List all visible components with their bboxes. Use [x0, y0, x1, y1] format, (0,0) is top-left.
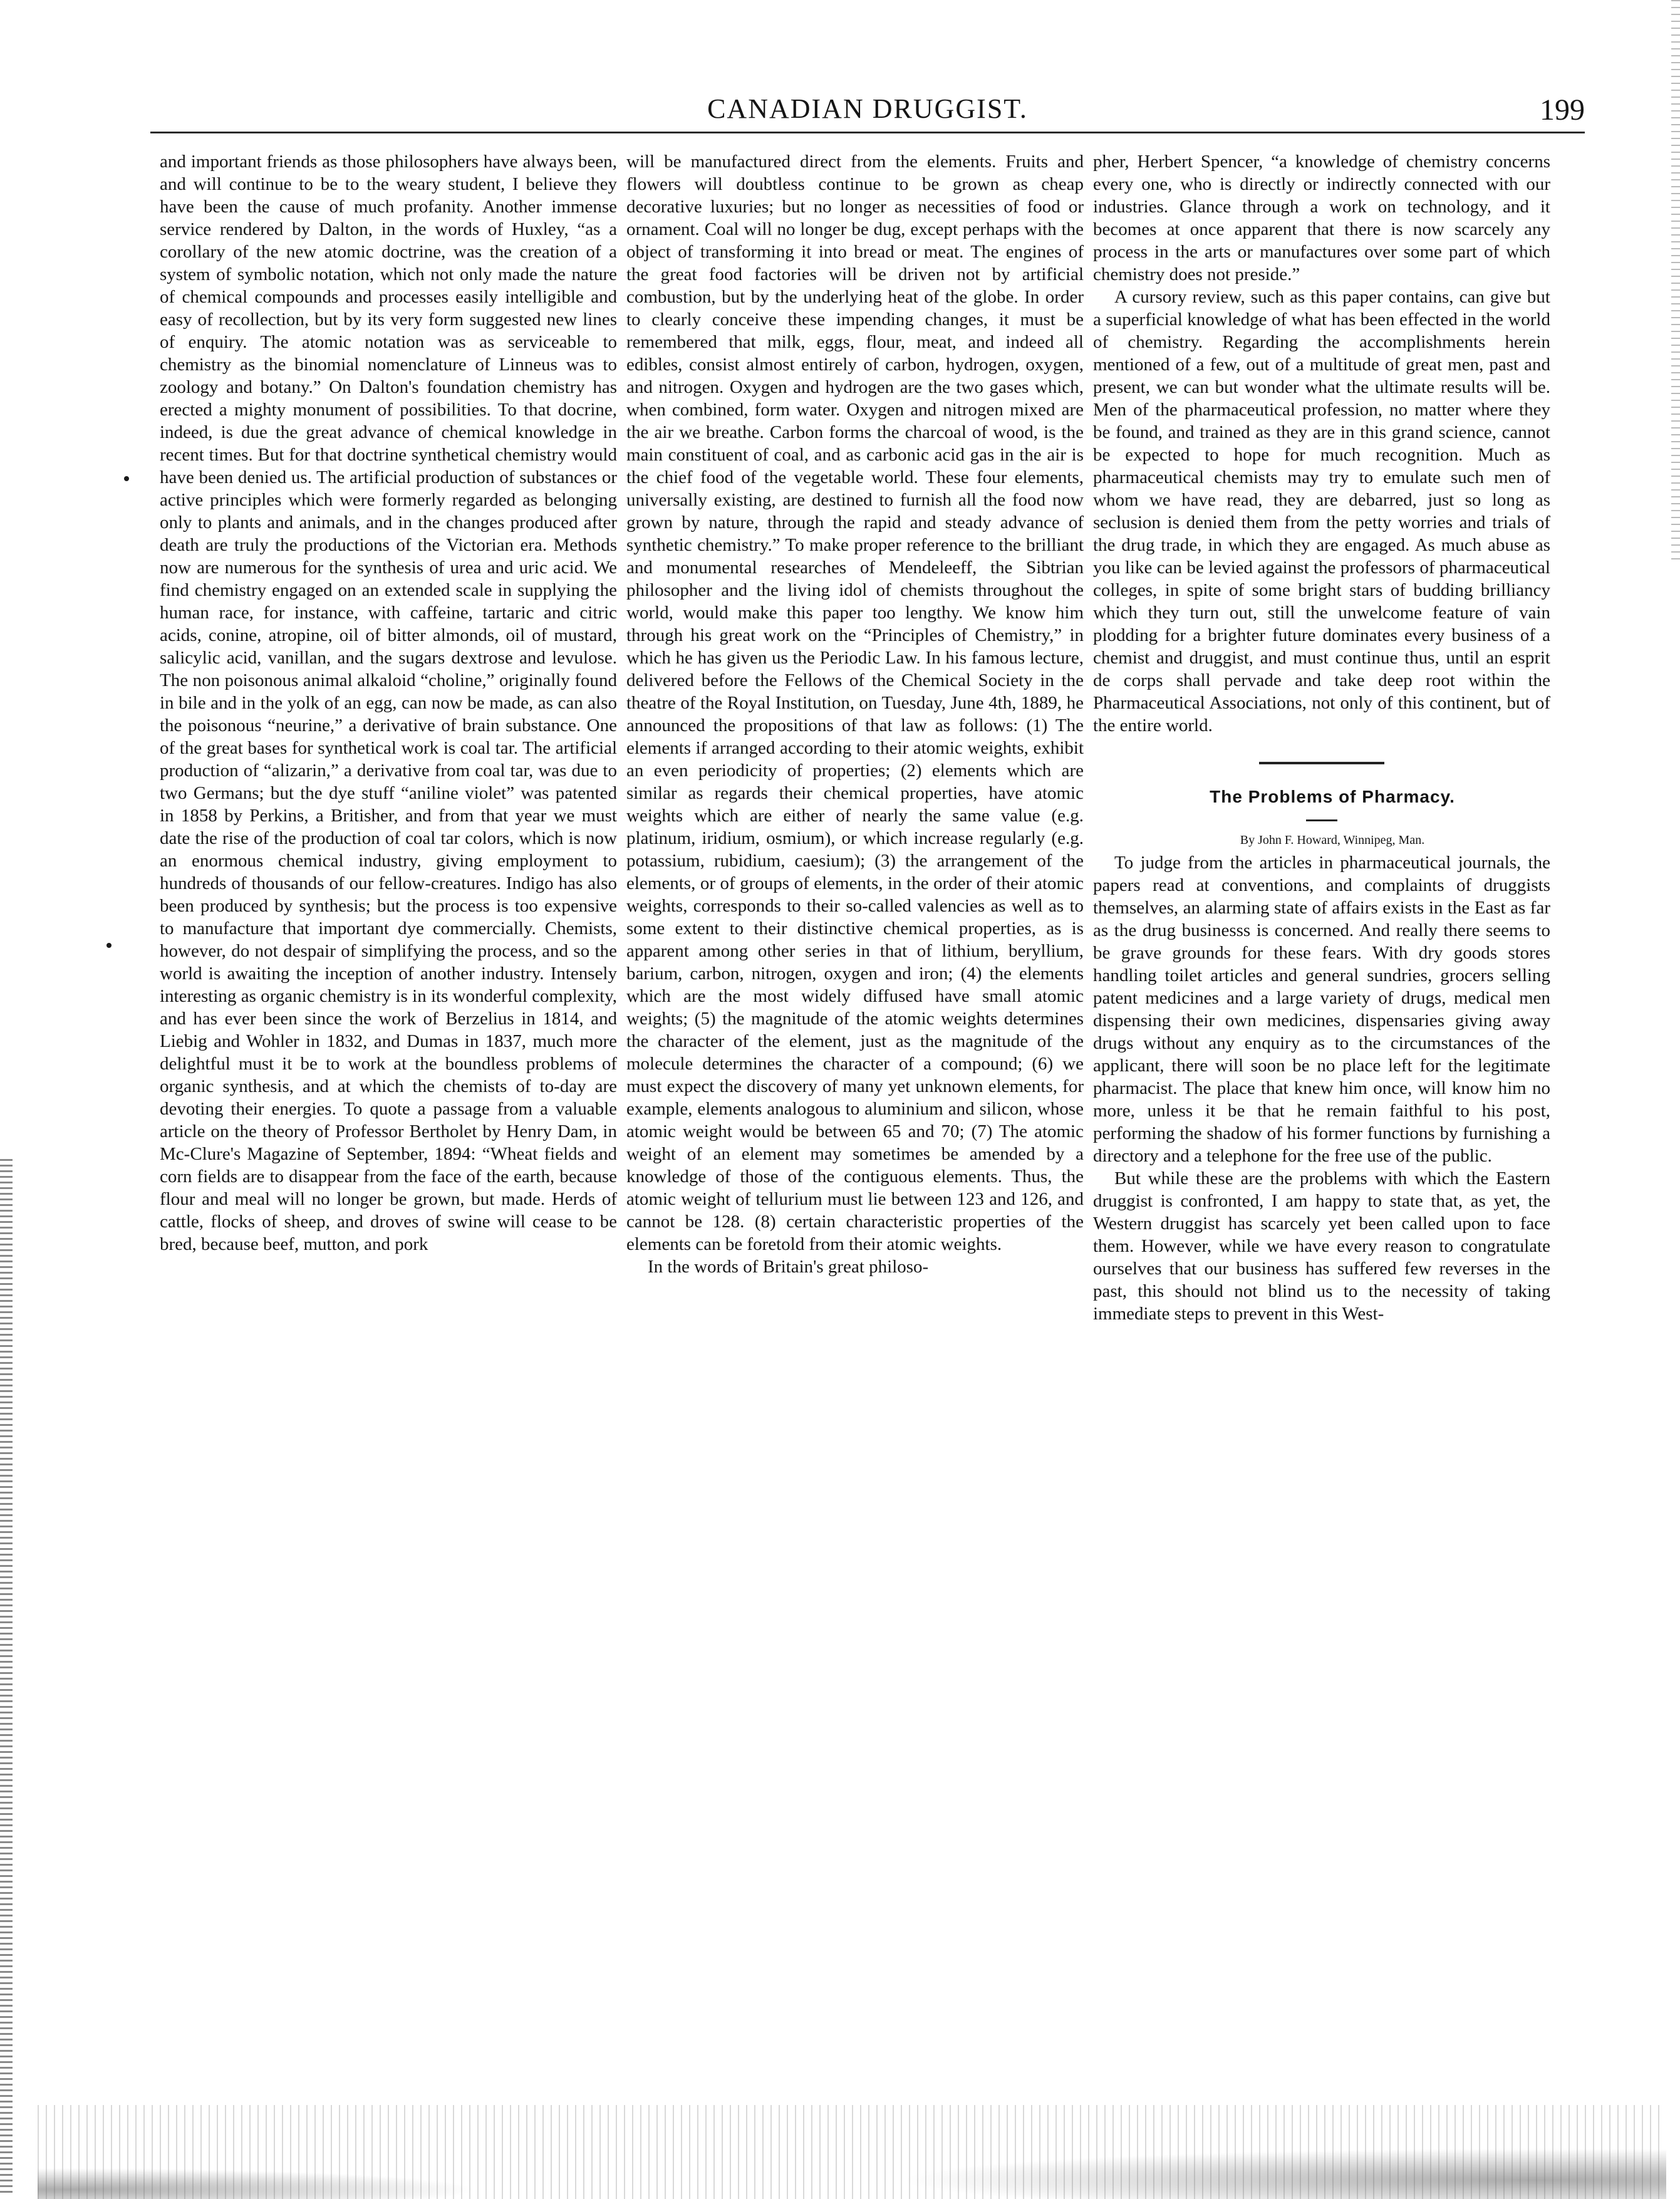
title-dash: [1306, 819, 1337, 821]
page-number: 199: [1540, 93, 1585, 127]
publication-title: CANADIAN DRUGGIST.: [707, 93, 1028, 124]
column-2-paragraph: will be manufactured direct from the elements. Fruits and flowers will doubtless continue to be grown as cheap decorative luxuries; but no longer as necessities of food or ornament. Coal will no longer be dug, except perhaps with the object of transforming it into bread or meat. The engines of the great food factories will be driven not by artificial combustion, but by the underlying heat of the globe. In order to clearly conceive these impending changes, it must be remembered that milk, eggs, flour, meat, and indeed all edibles, consist almost entirely of carbon, hydrogen, oxygen, and nitrogen. Oxygen and hydrogen are the two gases which, when combined, form water. Oxygen and nitrogen mixed are the air we breathe. Carbon forms the charcoal of wood, is the main constituent of coal, and as carbonic acid gas in the air is the chief food of the vegetable world. These four elements, universally existing, are destined to furnish all the food now grown by nature, through the rapid and steady advance of synthetic chemistry.” To make proper reference to the brilliant and monumental researches of Mendeleeff, the Sibtrian philosopher and the living idol of chemists throughout the world, would make this paper too lengthy. We know him through his great work on the “Principles of Chemistry,” in which he has given us the Periodic Law. In his famous lecture, delivered before the Fellows of the Chemical Society in the theatre of the Royal Institution, on Tuesday, June 4th, 1889, he announced the propositions of that law as follows: (1) The elements if arranged according to their atomic weights, exhibit an even periodicity of properties; (2) elements which are similar as regards their chemical properties, have atomic weights which are either of nearly the same value (e.g. platinum, iridium, osmium), or which increase regularly (e.g. potassium, rubidium, caesium); (3) the arrangement of the elements, or of groups of elements, in the order of their atomic weights, corresponds to their so-called valencies as well as to some extent to their distinctive chemical properties, as is apparent among other series in that of lithium, beryllium, barium, carbon, nitrogen, oxygen and iron; (4) the elements which are the most widely diffused have small atomic weights; (5) the magnitude of the atomic weights determines the character of the element, just as the magnitude of the molecule determines the character of a compound; (6) we must expect the discovery of many yet unknown elements, for example, elements analogous to aluminium and silicon, whose atomic weight would be between 65 and 70; (7) The atomic weight of an element may sometimes be amended by a knowledge of those of the contiguous elements. Thus, the atomic weight of tellurium must lie between 123 and 126, and cannot be 128. (8) certain characteristic properties of the elements can be foretold from their atomic weights.: [626, 152, 1084, 1254]
article-paragraph: But while these are the problems with which the Eastern druggist is confronted, I am happy to state that, as yet, the Western druggist has scarcely yet been called upon to face them. However, while we have every reason to congratulate ourselves that our business has suffered few reverses in the past, this should not blind us to the necessity of taking immediate steps to prevent in this West-: [1093, 1168, 1550, 1324]
masthead: [150, 93, 1585, 137]
column-2-paragraph: In the words of Britain's great philoso-: [648, 1257, 929, 1277]
column-3: [1093, 150, 1550, 2036]
article-byline: By John F. Howard, Winnipeg, Man.: [1240, 833, 1425, 847]
article-divider: [1259, 762, 1384, 764]
column-1: [160, 150, 617, 2036]
header-rule: [150, 132, 1585, 133]
margin-dot: [124, 476, 129, 481]
article-paragraph: To judge from the articles in pharmaceutical journals, the papers read at conventions, and complaints of druggists themselves, an alarming state of affairs exists in the East as far as the drug businesss is concerned. And really there seems to be grave grounds for these fears. With dry goods stores handling toilet articles and general sundries, grocers selling patent medicines and a large variety of drugs, medical men dispensing their own medicines, dispensaries giving away drugs without any enquiry as to the circumstances of the applicant, there will soon be no place left for the legitimate pharmacist. The place that knew him once, will know him no more, unless it be that he remain faithful to his post, performing the shadow of his former functions by furnishing a directory and a telephone for the free use of the public.: [1093, 853, 1550, 1166]
scan-noise-bottom: [38, 2105, 1666, 2199]
scan-edge-left: [0, 1159, 13, 2193]
column-3-paragraph: pher, Herbert Spencer, “a knowledge of chemistry concerns every one, who is directly or indirectly connected with our industries. Glance through a work on technology, and it becomes at once apparent that there is now scarcely any process in the arts or manufactures over some part of which chemistry does not preside.”: [1093, 152, 1550, 284]
scan-edge-right: [1671, 0, 1680, 564]
column-1-paragraph: and important friends as those philosophers have always been, and will continue to be to the weary student, I believe they have been the cause of much profanity. Another immense service rendered by Dalton, in the words of Huxley, “as a corollary of the new atomic doctrine, was the creation of a system of symbolic notation, which not only made the nature of chemical compounds and processes easily intelligible and easy of recollection, but by its very form suggested new lines of enquiry. The atomic notation was as serviceable to chemistry as the binomial nomenclature of Linneus was to zoology and botany.” On Dalton's foundation chemistry has erected a mighty monument of possibilities. To that docrine, indeed, is due the great advance of chemical knowledge in recent times. But for that doctrine synthetical chemistry would have been denied us. The artificial production of substances or active principles which were formerly regarded as belonging only to plants and animals, and in the changes produced after death are truly the productions of the Victorian era. Methods now are numerous for the synthesis of urea and uric acid. We find chemistry engaged on an extended scale in supplying the human race, for instance, with caffeine, tartaric and citric acids, conine, atropine, oil of bitter almonds, oil of mustard, salicylic acid, vanillan, and the sugars dextrose and levulose. The non poisonous animal alkaloid “choline,” originally found in bile and in the yolk of an egg, can now be made, as can also the poisonous “neurine,” a derivative of brain substance. One of the great bases for synthetical work is coal tar. The artificial production of “alizarin,” a derivative from coal tar, was due to two Germans; but the dye stuff “aniline violet” was patented in 1858 by Perkins, a Britisher, and from that year we must date the rise of the production of coal tar colors, which is now an enormous chemical industry, giving employment to hundreds of thousands of our fellow-creatures. Indigo has also been produced by synthesis; but the process is too expensive to manufacture that important dye commercially. Chemists, however, do not despair of simplifying the process, and so the world is awaiting the inception of another industry. Intensely interesting as organic chemistry is in its wonderful complexity, and has ever been since the work of Berzelius in 1814, and Liebig and Wohler in 1832, and Dumas in 1837, much more delightful must it be to work at the boundless problems of organic synthesis, and at which the chemists of to-day are devoting their energies. To quote a passage from a valuable article on the theory of Professor Bertholet by Henry Dam, in Mc-Clure's Magazine of September, 1894: “Wheat fields and corn fields are to disappear from the face of the earth, because flour and meal will no longer be grown, but made. Herds of cattle, flocks of sheep, and droves of swine will cease to be bred, because beef, mutton, and pork: [160, 152, 617, 1254]
article-title: The Problems of Pharmacy.: [1210, 787, 1455, 806]
margin-dot: [106, 943, 111, 948]
column-2: [626, 150, 1084, 2036]
column-3-paragraph: A cursory review, such as this paper contains, can give but a superficial knowledge of what has been effected in the world of chemistry. Regarding the accomplishments herein mentioned of a few, out of a multitude of great men, past and present, we can but wonder what the ultimate results will be. Men of the pharmaceutical profession, no matter where they be found, and trained as they are in this grand science, cannot be expected to hope for much recognition. Much as pharmaceutical chemists may try to emulate such men of whom we have read, they are debarred, just so long as seclusion is denied them from the petty worries and trials of the drug trade, in which they are engaged. As much abuse as you like can be levied against the professors of pharmaceutical colleges, in spite of some bright stars of budding brilliancy which they turn out, still the unwelcome feature of vain plodding for a brighter future dominates every business of a chemist and druggist, and must continue thus, until an esprit de corps shall pervade and take deep root within the Pharmaceutical Associations, not only of this continent, but of the entire world.: [1093, 287, 1550, 736]
